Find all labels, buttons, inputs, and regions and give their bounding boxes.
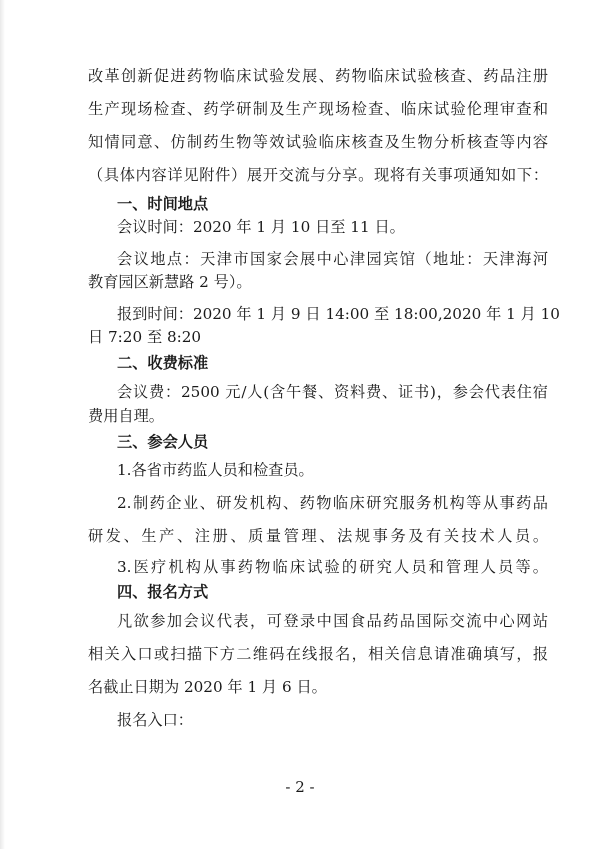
attendee-item-2: 2.制药企业、研发机构、药物临床研究服务机构等从事药品 xyxy=(117,494,548,512)
section-heading-registration: 四、报名方式 xyxy=(117,583,209,601)
registration-text: 凡欲参加会议代表，可登录中国食品药品国际交流中心网站 xyxy=(117,612,548,630)
body-text-line: 改革创新促进药物临床试验发展、药物临床试验核查、药品注册 xyxy=(88,67,548,85)
attendee-item-2-continued: 研发、生产、注册、质量管理、法规事务及有关技术人员。 xyxy=(88,527,548,545)
section-heading-fees: 二、收费标准 xyxy=(117,354,209,372)
body-text-line: （具体内容详见附件）展开交流与分享。现将有关事项通知如下： xyxy=(88,166,548,184)
meeting-place: 会议地点：天津市国家会展中心津园宾馆（地址：天津海河 xyxy=(117,250,548,268)
registration-entry-label: 报名入口： xyxy=(117,711,193,729)
attendee-item-1: 1.各省市药监人员和检查员。 xyxy=(117,461,314,479)
meeting-time: 会议时间：2020 年 1 月 10 日至 11 日。 xyxy=(117,218,405,236)
section-heading-time-place: 一、时间地点 xyxy=(117,195,209,213)
registration-deadline: 名截止日期为 2020 年 1 月 6 日。 xyxy=(88,678,327,696)
checkin-time: 报到时间：2020 年 1 月 9 日 14:00 至 18:00,2020 年 1 月 10 xyxy=(117,305,560,323)
meeting-fee: 会议费：2500 元/人(含午餐、资料费、证书)，参会代表住宿 xyxy=(117,383,548,401)
registration-text-continued: 相关入口或扫描下方二维码在线报名，相关信息请准确填写，报 xyxy=(88,645,548,663)
page-number: - 2 - xyxy=(285,778,315,796)
meeting-place-continued: 教育园区新慧路 2 号）。 xyxy=(88,273,252,291)
meeting-fee-continued: 费用自理。 xyxy=(88,407,164,425)
attendee-item-3: 3.医疗机构从事药物临床试验的研究人员和管理人员等。 xyxy=(117,558,548,576)
section-heading-attendees: 三、参会人员 xyxy=(117,433,209,451)
body-text-line: 知情同意、仿制药生物等效试验临床核查及生物分析核查等内容 xyxy=(88,133,548,151)
scan-edge xyxy=(0,0,5,849)
checkin-time-continued: 日 7:20 至 8:20 xyxy=(88,328,202,346)
body-text-line: 生产现场检查、药学研制及生产现场检查、临床试验伦理审查和 xyxy=(88,100,548,118)
